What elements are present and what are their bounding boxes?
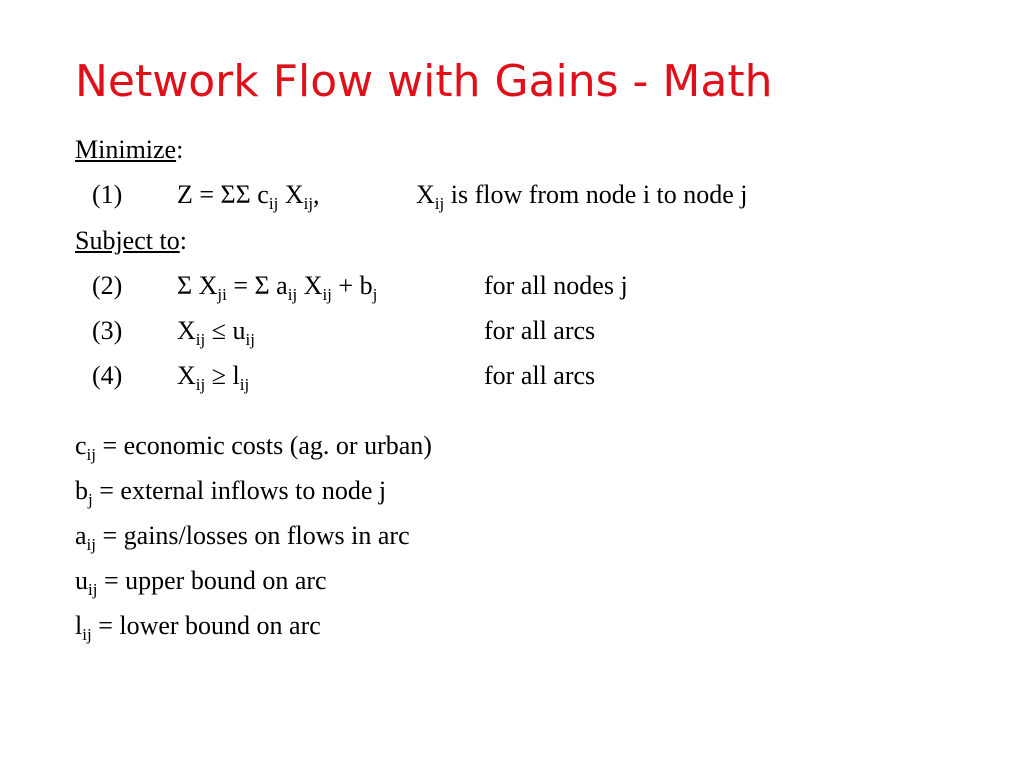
definition-symbol: u — [75, 566, 88, 595]
definition-text: = economic costs (ag. or urban) — [96, 431, 432, 460]
subscript: ij — [268, 194, 279, 213]
subscript: j — [372, 285, 378, 304]
equation-number: (4) — [92, 361, 123, 390]
expr-part: ≥ l — [205, 361, 240, 390]
equation-1 — [0, 182, 1024, 216]
subscript: ij — [245, 330, 255, 349]
expr-part: = Σ a — [226, 271, 288, 300]
note-x: X — [416, 180, 435, 209]
expr-part: X — [177, 361, 196, 390]
expr-part: + b — [331, 271, 373, 300]
subject-to-label: Subject to — [75, 226, 180, 255]
subscript: ij — [82, 625, 92, 644]
note-text: is flow from node i to node j — [444, 180, 748, 209]
expr-part: Σ X — [177, 271, 218, 300]
minimize-heading — [75, 137, 183, 163]
definition-gains — [75, 521, 410, 554]
subscript: ij — [195, 375, 206, 394]
equation-number: (3) — [92, 316, 123, 345]
objective-lhs: Z = ΣΣ c — [177, 180, 269, 209]
minimize-colon: : — [176, 135, 184, 164]
objective-x: X — [278, 180, 304, 209]
definition-text: = gains/losses on flows in arc — [96, 521, 410, 550]
definition-lower-bound — [75, 611, 321, 644]
expr-part: ≤ u — [205, 316, 246, 345]
equation-4 — [0, 363, 1024, 397]
subject-to-heading — [75, 228, 187, 254]
definition-cost — [75, 431, 432, 464]
balance-expression — [177, 271, 378, 304]
objective-comma: , — [313, 180, 320, 209]
upper-bound-expression — [177, 316, 255, 349]
definition-symbol: c — [75, 431, 87, 460]
lower-bound-expression — [177, 361, 250, 394]
subscript: ij — [239, 375, 250, 394]
objective-note — [416, 180, 748, 213]
objective-expression — [177, 180, 320, 213]
definition-upper-bound — [75, 566, 327, 599]
definition-text: = external inflows to node j — [92, 476, 387, 505]
definition-inflows — [75, 476, 387, 509]
subscript: ij — [322, 285, 332, 304]
subscript: ij — [287, 285, 298, 304]
subscript: ij — [303, 194, 314, 213]
constraint-note: for all arcs — [484, 316, 596, 345]
subscript: ij — [434, 194, 445, 213]
subscript: ij — [195, 330, 206, 349]
equation-2 — [0, 273, 1024, 307]
definition-text: = upper bound on arc — [97, 566, 327, 595]
subscript: ji — [217, 285, 227, 304]
subscript: ij — [88, 580, 98, 599]
equation-3 — [0, 318, 1024, 352]
equation-number: (1) — [92, 180, 123, 209]
subscript: ij — [86, 445, 96, 464]
minimize-label: Minimize — [75, 135, 177, 164]
definition-symbol: b — [75, 476, 88, 505]
constraint-note: for all arcs — [484, 361, 596, 390]
expr-part: X — [177, 316, 196, 345]
constraint-note: for all nodes j — [484, 271, 628, 300]
definition-text: = lower bound on arc — [91, 611, 321, 640]
expr-part: X — [297, 271, 323, 300]
definition-symbol: a — [75, 521, 87, 550]
slide-title: Network Flow with Gains - Math — [75, 56, 773, 107]
subject-to-colon: : — [179, 226, 187, 255]
subscript: ij — [86, 535, 96, 554]
definition-symbol: l — [75, 611, 83, 640]
equation-number: (2) — [92, 271, 123, 300]
subscript: j — [88, 490, 93, 509]
